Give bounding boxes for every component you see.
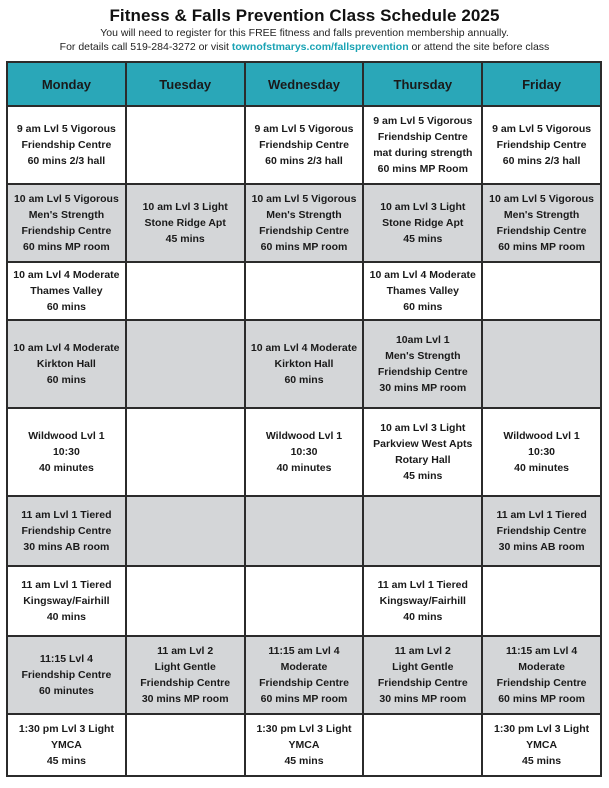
class-detail-line: 60 mins 2/3 hall bbox=[502, 155, 581, 167]
empty-cell-thursday bbox=[363, 496, 482, 566]
class-detail-line: Friendship Centre bbox=[496, 525, 587, 537]
class-detail-line: Friendship Centre bbox=[21, 525, 112, 537]
empty-cell-tuesday bbox=[126, 320, 245, 408]
class-cell-monday bbox=[7, 566, 126, 636]
class-cell-wednesday bbox=[245, 106, 364, 184]
class-cell-monday bbox=[7, 636, 126, 714]
class-detail-line: 30 mins MP room bbox=[379, 693, 467, 705]
class-detail-line: Friendship Centre bbox=[140, 677, 231, 689]
class-detail-line: Friendship Centre bbox=[259, 225, 349, 237]
class-cell-thursday bbox=[363, 566, 482, 636]
registration-note: You will need to register for this FREE fitness and falls prevention membership annually. bbox=[100, 27, 509, 39]
class-cell-monday bbox=[7, 106, 126, 184]
class-detail-line: Friendship Centre bbox=[496, 677, 587, 689]
class-cell-friday bbox=[482, 496, 601, 566]
class-cell-thursday bbox=[363, 408, 482, 496]
class-detail-line: 10 am Lvl 4 Moderate bbox=[250, 342, 358, 354]
day-header-monday: Monday bbox=[7, 62, 126, 106]
class-detail-line: Stone Ridge Apt bbox=[382, 217, 464, 229]
class-detail-line: 1:30 pm Lvl 3 Light bbox=[494, 723, 590, 735]
class-detail-line: Kingsway/Fairhill bbox=[379, 595, 466, 607]
class-detail-line: Friendship Centre bbox=[259, 139, 349, 151]
class-cell-tuesday bbox=[126, 636, 245, 714]
class-cell-wednesday bbox=[245, 636, 364, 714]
class-detail-line: Light Gentle bbox=[154, 661, 216, 673]
class-cell-monday bbox=[7, 496, 126, 566]
class-detail-line: 1:30 pm Lvl 3 Light bbox=[18, 723, 114, 735]
class-cell-monday bbox=[7, 714, 126, 776]
class-detail-line: 60 mins 2/3 hall bbox=[27, 155, 106, 167]
day-header-wednesday: Wednesday bbox=[245, 62, 364, 106]
website-link[interactable]: townofstmarys.com/fallsprevention bbox=[231, 41, 409, 53]
class-detail-line: Friendship Centre bbox=[377, 677, 468, 689]
class-detail-line: 9 am Lvl 5 Vigorous bbox=[492, 123, 592, 135]
class-detail-line: Men's Strength bbox=[503, 209, 580, 221]
class-detail-line: 60 mins MP room bbox=[498, 241, 585, 253]
class-detail-line: 60 mins bbox=[284, 374, 324, 386]
class-detail-line: 9 am Lvl 5 Vigorous bbox=[373, 115, 473, 127]
day-header-friday: Friday bbox=[482, 62, 601, 106]
class-detail-line: 45 mins bbox=[403, 233, 443, 245]
class-detail-line: Kirkton Hall bbox=[36, 358, 96, 370]
class-detail-line: 60 mins MP room bbox=[23, 241, 110, 253]
schedule-row bbox=[7, 714, 601, 776]
class-detail-line: 11 am Lvl 1 Tiered bbox=[377, 579, 468, 591]
class-detail-line: Rotary Hall bbox=[395, 454, 451, 466]
schedule-row bbox=[7, 184, 601, 262]
class-cell-friday bbox=[482, 636, 601, 714]
class-detail-line: Stone Ridge Apt bbox=[144, 217, 226, 229]
class-cell-friday bbox=[482, 184, 601, 262]
class-detail-line: Men's Strength bbox=[266, 209, 342, 221]
class-detail-line: YMCA bbox=[288, 739, 320, 751]
class-detail-line: 60 mins MP room bbox=[260, 241, 348, 253]
class-detail-line: 40 mins bbox=[46, 611, 86, 623]
class-detail-line: Parkview West Apts bbox=[373, 438, 473, 450]
class-detail-line: 40 minutes bbox=[514, 462, 570, 474]
class-detail-line: 1:30 pm Lvl 3 Light bbox=[256, 723, 352, 735]
class-detail-line: mat during strength bbox=[373, 147, 473, 159]
class-cell-monday bbox=[7, 262, 126, 320]
class-detail-line: 60 mins MP room bbox=[498, 693, 585, 705]
class-cell-tuesday bbox=[126, 184, 245, 262]
schedule-row bbox=[7, 262, 601, 320]
class-cell-monday bbox=[7, 184, 126, 262]
class-detail-line: 60 mins MP room bbox=[260, 693, 348, 705]
class-detail-line: 11:15 am Lvl 4 bbox=[505, 645, 578, 657]
class-cell-friday bbox=[482, 106, 601, 184]
class-detail-line: Wildwood Lvl 1 bbox=[28, 430, 105, 442]
class-detail-line: 60 mins bbox=[46, 301, 86, 313]
empty-cell-friday bbox=[482, 320, 601, 408]
class-detail-line: 10 am Lvl 4 Moderate bbox=[13, 269, 120, 281]
class-detail-line: 10 am Lvl 3 Light bbox=[142, 201, 228, 213]
class-detail-line: Friendship Centre bbox=[377, 366, 468, 378]
class-cell-wednesday bbox=[245, 320, 364, 408]
schedule-row bbox=[7, 106, 601, 184]
class-detail-line: 9 am Lvl 5 Vigorous bbox=[254, 123, 354, 135]
empty-cell-tuesday bbox=[126, 566, 245, 636]
class-detail-line: 10:30 bbox=[528, 446, 556, 458]
class-detail-line: 11:15 Lvl 4 bbox=[39, 653, 93, 665]
class-detail-line: 45 mins bbox=[403, 470, 443, 482]
empty-cell-tuesday bbox=[126, 408, 245, 496]
class-cell-thursday bbox=[363, 636, 482, 714]
class-detail-line: 10am Lvl 1 bbox=[395, 334, 450, 346]
schedule-row bbox=[7, 496, 601, 566]
class-detail-line: 10 am Lvl 4 Moderate bbox=[13, 342, 120, 354]
day-header-thursday: Thursday bbox=[363, 62, 482, 106]
class-detail-line: Moderate bbox=[280, 661, 328, 673]
class-detail-line: YMCA bbox=[526, 739, 558, 751]
empty-cell-thursday bbox=[363, 714, 482, 776]
class-detail-line: Friendship Centre bbox=[21, 225, 112, 237]
class-detail-line: 30 mins MP room bbox=[379, 382, 467, 394]
class-detail-line: Friendship Centre bbox=[21, 139, 112, 151]
class-detail-line: 10 am Lvl 3 Light bbox=[380, 201, 466, 213]
class-cell-thursday bbox=[363, 106, 482, 184]
empty-cell-tuesday bbox=[126, 714, 245, 776]
empty-cell-wednesday bbox=[245, 262, 364, 320]
schedule-row bbox=[7, 566, 601, 636]
class-detail-line: 40 minutes bbox=[38, 462, 94, 474]
class-detail-line: Friendship Centre bbox=[496, 225, 587, 237]
contact-line bbox=[0, 40, 609, 54]
empty-cell-friday bbox=[482, 262, 601, 320]
day-header-row bbox=[7, 62, 601, 106]
class-cell-thursday bbox=[363, 262, 482, 320]
schedule-table bbox=[6, 61, 602, 777]
class-detail-line: 40 minutes bbox=[276, 462, 332, 474]
class-detail-line: 30 mins AB room bbox=[498, 541, 585, 553]
class-detail-line: 11 am Lvl 2 bbox=[394, 645, 451, 657]
class-detail-line: 10 am Lvl 4 Moderate bbox=[369, 269, 476, 281]
empty-cell-tuesday bbox=[126, 262, 245, 320]
class-detail-line: 45 mins bbox=[284, 755, 324, 767]
page-header bbox=[0, 0, 609, 54]
class-detail-line: Kingsway/Fairhill bbox=[23, 595, 110, 607]
class-detail-line: 10:30 bbox=[290, 446, 318, 458]
class-detail-line: Light Gentle bbox=[392, 661, 454, 673]
class-detail-line: Friendship Centre bbox=[377, 131, 468, 143]
day-header-tuesday: Tuesday bbox=[126, 62, 245, 106]
page-title: Fitness & Falls Prevention Class Schedule 2025 bbox=[109, 6, 500, 25]
class-cell-friday bbox=[482, 714, 601, 776]
empty-cell-wednesday bbox=[245, 566, 364, 636]
class-detail-line: Friendship Centre bbox=[496, 139, 587, 151]
class-detail-line: Wildwood Lvl 1 bbox=[265, 430, 343, 442]
class-cell-wednesday bbox=[245, 408, 364, 496]
class-detail-line: 11 am Lvl 2 bbox=[157, 645, 214, 657]
class-detail-line: 10 am Lvl 5 Vigorous bbox=[13, 193, 119, 205]
class-detail-line: 11 am Lvl 1 Tiered bbox=[21, 509, 112, 521]
class-detail-line: 11:15 am Lvl 4 bbox=[268, 645, 340, 657]
class-cell-friday bbox=[482, 408, 601, 496]
contact-text: For details call 519-284-3272 or visit bbox=[59, 41, 232, 53]
class-detail-line: 60 mins MP Room bbox=[377, 163, 468, 175]
schedule-body bbox=[7, 106, 601, 776]
empty-cell-tuesday bbox=[126, 496, 245, 566]
empty-cell-friday bbox=[482, 566, 601, 636]
class-cell-monday bbox=[7, 408, 126, 496]
class-detail-line: Friendship Centre bbox=[259, 677, 349, 689]
class-detail-line: 40 mins bbox=[403, 611, 443, 623]
schedule-row bbox=[7, 320, 601, 408]
contact-text-end: or attend the site before class bbox=[408, 41, 550, 53]
class-detail-line: 60 mins bbox=[46, 374, 86, 386]
class-detail-line: Men's Strength bbox=[28, 209, 105, 221]
schedule-row bbox=[7, 636, 601, 714]
class-detail-line: 30 mins MP room bbox=[141, 693, 229, 705]
empty-cell-wednesday bbox=[245, 496, 364, 566]
class-detail-line: 10:30 bbox=[52, 446, 80, 458]
schedule-row bbox=[7, 408, 601, 496]
class-detail-line: Thames Valley bbox=[30, 285, 103, 297]
class-detail-line: Moderate bbox=[518, 661, 565, 673]
class-detail-line: 45 mins bbox=[46, 755, 86, 767]
class-detail-line: 30 mins AB room bbox=[23, 541, 110, 553]
class-detail-line: YMCA bbox=[50, 739, 82, 751]
class-detail-line: 10 am Lvl 3 Light bbox=[380, 422, 466, 434]
class-cell-thursday bbox=[363, 320, 482, 408]
class-detail-line: 45 mins bbox=[522, 755, 562, 767]
class-detail-line: 10 am Lvl 5 Vigorous bbox=[251, 193, 357, 205]
class-detail-line: Thames Valley bbox=[386, 285, 459, 297]
class-detail-line: Kirkton Hall bbox=[274, 358, 334, 370]
class-detail-line: 60 mins 2/3 hall bbox=[265, 155, 343, 167]
class-cell-thursday bbox=[363, 184, 482, 262]
class-detail-line: 9 am Lvl 5 Vigorous bbox=[16, 123, 116, 135]
class-detail-line: Friendship Centre bbox=[21, 669, 112, 681]
class-detail-line: 11 am Lvl 1 Tiered bbox=[496, 509, 587, 521]
class-detail-line: 45 mins bbox=[165, 233, 205, 245]
class-detail-line: Men's Strength bbox=[385, 350, 461, 362]
class-cell-monday bbox=[7, 320, 126, 408]
class-cell-wednesday bbox=[245, 184, 364, 262]
class-detail-line: 60 mins bbox=[403, 301, 443, 313]
class-detail-line: Wildwood Lvl 1 bbox=[503, 430, 580, 442]
empty-cell-tuesday bbox=[126, 106, 245, 184]
class-detail-line: 11 am Lvl 1 Tiered bbox=[21, 579, 112, 591]
class-cell-wednesday bbox=[245, 714, 364, 776]
class-detail-line: 10 am Lvl 5 Vigorous bbox=[489, 193, 595, 205]
class-detail-line: 60 minutes bbox=[38, 685, 94, 697]
